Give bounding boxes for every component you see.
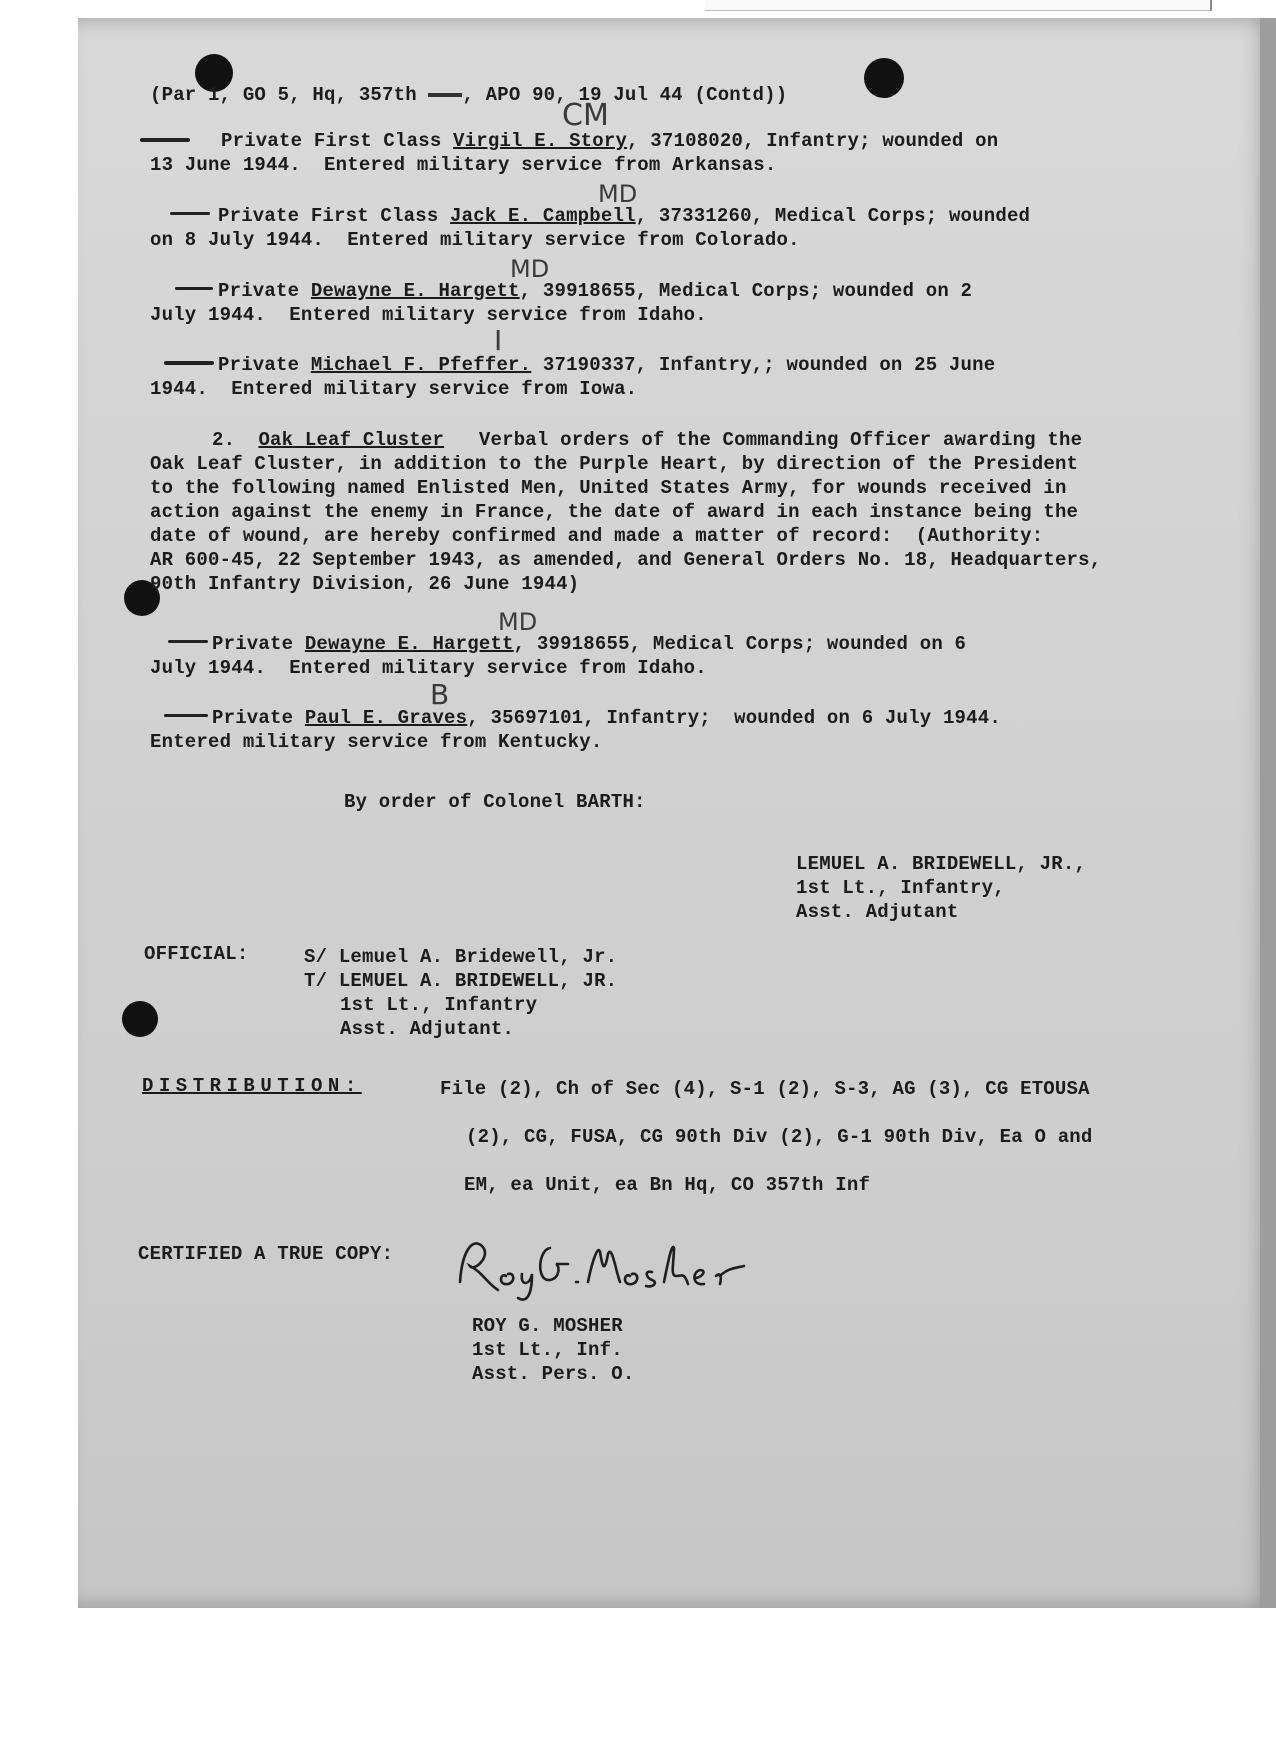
by-order: By order of Colonel BARTH:: [344, 791, 646, 813]
entry-name: Dewayne E. Hargett: [304, 633, 514, 655]
distribution-line: (2), CG, FUSA, CG 90th Div (2), G-1 90th Div, Ea O and: [466, 1126, 1093, 1148]
entry-prefix: Private First Class: [218, 205, 451, 227]
document-page: [78, 18, 1276, 1608]
check-mark: [164, 361, 214, 365]
entry-name: Jack E. Campbell: [450, 205, 636, 227]
entry-name: Paul E. Graves: [304, 707, 468, 729]
entry-name: Dewayne E. Hargett: [310, 280, 520, 302]
header-text-rest: , APO 90, 19 Jul 44 (Contd)): [462, 84, 788, 106]
entry-graves-line2: Entered military service from Kentucky.: [150, 731, 603, 753]
annotation-md: MD: [598, 180, 638, 208]
section2-line: to the following named Enlisted Men, United States Army, for wounds received in: [150, 477, 1067, 499]
section2-first-line: [212, 429, 1082, 453]
section-first-line-rest: Verbal orders of the Commanding Officer awarding the: [478, 429, 1083, 451]
section-number: 2.: [212, 429, 236, 451]
order-header: [150, 84, 787, 108]
check-mark: [164, 714, 208, 717]
entry-prefix: Private: [218, 354, 311, 376]
entry-pfeffer: [218, 354, 995, 378]
entry-rest: , 39918655, Medical Corps; wounded on 2: [519, 280, 973, 302]
check-mark: [175, 287, 213, 290]
entry-rest: , 37331260, Medical Corps; wounded: [635, 205, 1031, 227]
section2-line: date of wound, are hereby confirmed and made a matter of record: (Authority:: [150, 525, 1044, 547]
entry-pfeffer-line2: 1944. Entered military service from Iowa.: [150, 378, 638, 400]
entry-prefix: Private First Class: [221, 130, 454, 152]
header-redaction: [428, 93, 462, 97]
entry-campbell: [218, 205, 1030, 229]
entry-prefix: Private: [212, 633, 305, 655]
certifier-title: Asst. Pers. O.: [472, 1363, 635, 1385]
section2-line: 90th Infantry Division, 26 June 1944): [150, 573, 580, 595]
annotation-md: MD: [498, 608, 538, 636]
signed-prefix: S/: [304, 946, 328, 968]
annotation-cm: CM: [562, 98, 609, 133]
entry-hargett-2: [212, 633, 966, 657]
entry-prefix: Private: [218, 280, 311, 302]
entry-campbell-line2: on 8 July 1944. Entered military service from Colorado.: [150, 229, 800, 251]
certifier-name: ROY G. MOSHER: [472, 1315, 623, 1337]
attached-paper-edge: [705, 0, 1212, 11]
official-label: OFFICIAL:: [144, 943, 249, 965]
entry-name: Virgil E. Story: [453, 130, 628, 152]
certifier-rank: 1st Lt., Inf.: [472, 1339, 623, 1361]
entry-hargett-line2: July 1944. Entered military service from Idaho.: [150, 304, 707, 326]
signature-stroke: [452, 1232, 752, 1302]
check-mark: [170, 212, 210, 215]
adjutant-title: Asst. Adjutant: [796, 901, 959, 923]
page-shadow-edge: [1260, 18, 1276, 1608]
section-heading: Oak Leaf Cluster: [258, 429, 445, 451]
section2-line: Oak Leaf Cluster, in addition to the Purple Heart, by direction of the President: [150, 453, 1079, 475]
signed-name: Lemuel A. Bridewell, Jr.: [338, 946, 618, 968]
entry-prefix: Private: [212, 707, 305, 729]
distribution-line: EM, ea Unit, ea Bn Hq, CO 357th Inf: [464, 1174, 871, 1196]
distribution-label: DISTRIBUTION:: [142, 1075, 362, 1097]
adjutant-name: LEMUEL A. BRIDEWELL, JR.,: [796, 853, 1087, 875]
entry-graves: [212, 707, 1001, 731]
binder-hole-1: [20, 560, 60, 600]
header-text: (Par 1, GO 5, Hq, 357th: [150, 84, 429, 106]
official-rank: 1st Lt., Infantry: [340, 994, 538, 1016]
check-mark: [168, 640, 208, 643]
binder-hole-2: [18, 1210, 58, 1250]
entry-hargett: [218, 280, 972, 304]
annotation-b: B: [430, 678, 450, 711]
entry-rest: 37190337, Infantry,; wounded on 25 June: [531, 354, 996, 376]
punch-hole-lower: [122, 1001, 158, 1037]
official-title: Asst. Adjutant.: [340, 1018, 515, 1040]
typed-prefix: T/: [304, 970, 328, 992]
entry-story: [221, 130, 998, 154]
entry-rest: , 37108020, Infantry; wounded on: [627, 130, 999, 152]
typed-name: LEMUEL A. BRIDEWELL, JR.: [338, 970, 618, 992]
check-mark: [140, 138, 190, 142]
adjutant-rank: 1st Lt., Infantry,: [796, 877, 1005, 899]
entry-name: Michael F. Pfeffer.: [310, 354, 532, 376]
punch-hole-top-right: [864, 58, 904, 98]
entry-story-line2: 13 June 1944. Entered military service from Arkansas.: [150, 154, 777, 176]
annotation-i: I: [494, 324, 503, 357]
section2-line: AR 600-45, 22 September 1943, as amended, and General Orders No. 18, Headquarters,: [150, 549, 1102, 571]
official-signed: [304, 946, 617, 970]
entry-rest: , 35697101, Infantry; wounded on 6 July 1944.: [467, 707, 1001, 729]
handwritten-signature: [452, 1232, 752, 1313]
entry-hargett-2-line2: July 1944. Entered military service from Idaho.: [150, 657, 707, 679]
official-typed: [304, 970, 617, 994]
annotation-md: MD: [510, 255, 550, 283]
entry-rest: , 39918655, Medical Corps; wounded on 6: [513, 633, 967, 655]
distribution-line: File (2), Ch of Sec (4), S-1 (2), S-3, AG (3), CG ETOUSA: [440, 1078, 1090, 1100]
certified-label: CERTIFIED A TRUE COPY:: [138, 1243, 394, 1265]
section2-line: action against the enemy in France, the date of award in each instance being the: [150, 501, 1079, 523]
